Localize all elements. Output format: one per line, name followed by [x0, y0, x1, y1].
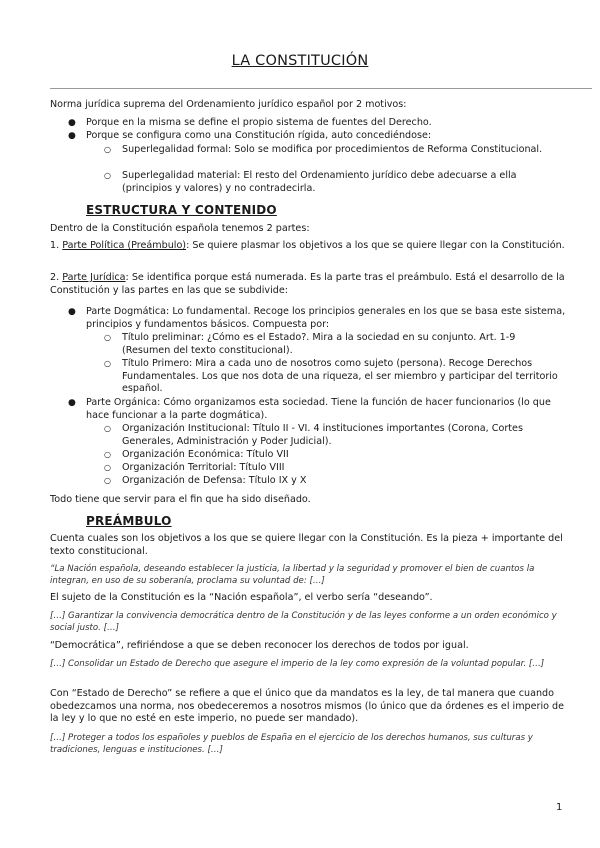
list-item: Porque se configura como una Constitución rígida, auto concediéndose:	[86, 130, 432, 141]
part-label: Parte Jurídica	[62, 272, 126, 283]
list-item: Superlegalidad formal: Solo se modifica por procedimientos de Reforma Constitucional.	[122, 144, 543, 155]
bullet-icon: ●	[68, 131, 76, 141]
section-heading: PREÁMBULO	[86, 514, 172, 528]
circle-bullet-icon: ○	[104, 333, 111, 342]
list-item: Porque en la misma se define el propio sistema de fuentes del Derecho.	[86, 117, 432, 128]
circle-bullet-icon: ○	[104, 359, 111, 368]
circle-bullet-icon: ○	[104, 145, 111, 154]
circle-bullet-icon: ○	[104, 450, 111, 459]
list-item: Título preliminar: ¿Cómo es el Estado?. Mira a la sociedad en su conjunto. Art. 1-9 (Resumen del texto constitucional).	[122, 332, 516, 356]
comment-text: Con “Estado de Derecho” se refiere a que el único que da mandatos es la ley, de tal manera que cuando obedezcamos una norma, nos obedeceremos a nosotros mismos (lo único que da órdenes es el imperio de la ley y lo que no esté en este imperio, no puede ser mandado).	[50, 688, 565, 724]
list-item: Superlegalidad material: El resto del Ordenamiento jurídico debe adecuarse a ella (principios y valores) y no contradecirla.	[122, 170, 517, 194]
bullet-icon: ●	[68, 307, 76, 317]
list-item: Parte Orgánica: Cómo organizamos esta sociedad. Tiene la función de hacer funcionarios (lo que hace funcionar a la parte dogmática).	[86, 397, 551, 421]
circle-bullet-icon: ○	[104, 476, 111, 485]
part-1-paragraph: 1. Parte Política (Preámbulo): Se quiere plasmar los objetivos a los que se quiere llegar con la Constitución.	[50, 240, 565, 251]
page-number: 1	[556, 802, 563, 813]
closing-text: Todo tiene que servir para el fin que ha sido diseñado.	[50, 494, 311, 505]
circle-bullet-icon: ○	[104, 424, 111, 433]
part-2-paragraph: 2. Parte Jurídica: Se identifica porque está numerada. Es la parte tras el preámbulo. Está el desarrollo de la Constitución y las partes en las que se subdivide:	[50, 272, 565, 296]
quote-text: […] Proteger a todos los españoles y pueblos de España en el ejercicio de los derechos humanos, sus culturas y tradiciones, lenguas e instituciones. […]	[50, 733, 533, 755]
section-intro: Dentro de la Constitución española tenemos 2 partes:	[50, 223, 310, 234]
intro-text: Norma jurídica suprema del Ordenamiento jurídico español por 2 motivos:	[50, 99, 407, 110]
section-heading: ESTRUCTURA Y CONTENIDO	[86, 203, 277, 217]
list-item: Organización de Defensa: Título IX y X	[122, 475, 307, 486]
circle-bullet-icon: ○	[104, 171, 111, 180]
list-item: Parte Dogmática: Lo fundamental. Recoge los principios generales en los que se basa este sistema, principios y fundamentos básicos. Compuesta por:	[86, 306, 566, 330]
section-intro: Cuenta cuales son los objetivos a los que se quiere llegar con la Constitución. Es la pieza + importante del texto constitucional.	[50, 533, 563, 557]
quote-text: […] Consolidar un Estado de Derecho que asegure el imperio de la ley como expresión de la voluntad popular. […]	[50, 659, 545, 669]
list-item: Organización Territorial: Título VIII	[122, 462, 285, 473]
comment-text: El sujeto de la Constitución es la “Nación española”, el verbo sería “deseando”.	[50, 592, 433, 603]
bullet-icon: ●	[68, 398, 76, 408]
part-label: Parte Política (Preámbulo)	[62, 240, 187, 251]
quote-text: “La Nación española, deseando establecer la justicia, la libertad y la seguridad y promover el bien de cuantos la integran, en uso de su soberanía, proclama su voluntad de: […]	[50, 564, 535, 586]
title-divider	[50, 88, 592, 89]
circle-bullet-icon: ○	[104, 463, 111, 472]
list-item: Título Primero: Mira a cada uno de nosotros como sujeto (persona). Recoge Derechos Fundamentales. Los que nos dota de una riqueza, el ser miembro y participar del territorio español.	[122, 358, 558, 394]
list-item: Organización Económica: Título VII	[122, 449, 289, 460]
bullet-icon: ●	[68, 118, 76, 128]
page-title: LA CONSTITUCIÓN	[231, 53, 369, 69]
list-item: Organización Institucional: Título II - VI. 4 instituciones importantes (Corona, Cortes Generales, Administración y Poder Judicial).	[122, 423, 523, 447]
comment-text: “Democrática”, refiriéndose a que se deben reconocer los derechos de todos por igual.	[50, 640, 469, 651]
quote-text: […] Garantizar la convivencia democrática dentro de la Constitución y de las leyes conforme a un orden económico y social justo. […]	[50, 611, 557, 633]
